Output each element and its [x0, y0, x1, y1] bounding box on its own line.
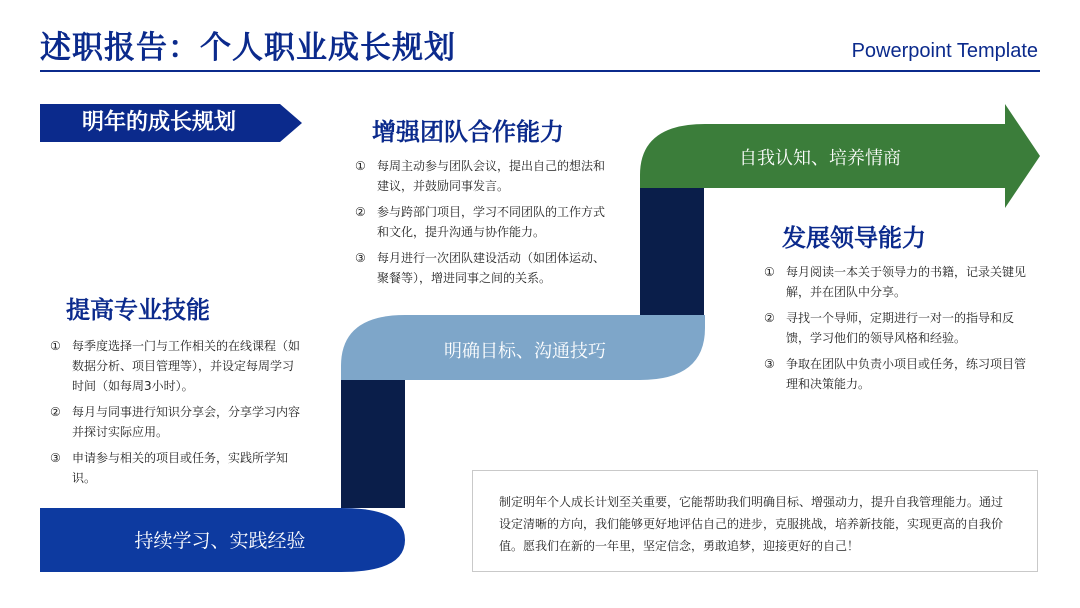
list-item-text: 每月与同事进行知识分享会，分享学习内容并探讨实际应用。	[72, 405, 301, 439]
riser-1	[341, 380, 405, 508]
list-item-number: ③	[355, 251, 366, 265]
list-item-number: ②	[355, 205, 366, 219]
list-item-number: ②	[764, 311, 775, 325]
list-item-text: 争取在团队中负责小项目或任务，练习项目管理和决策能力。	[786, 357, 1027, 391]
list-step-3	[764, 262, 1026, 400]
list-step-2	[355, 156, 605, 294]
list-item	[355, 202, 605, 242]
section-tag-label: 明年的成长规划	[81, 110, 236, 135]
list-item-number: ①	[355, 159, 366, 173]
heading-step-2: 增强团队合作能力	[372, 118, 564, 146]
heading-step-1: 提高专业技能	[66, 296, 210, 324]
summary-text: 制定明年个人成长计划至关重要，它能帮助我们明确目标、增强动力，提升自我管理能力。通过设定清晰的方向，我们能够更好地评估自己的进步，克服挑战，培养新技能，实现更高的自我价值。愿我们在新的一年里，坚定信念，勇敢追梦，迎接更好的自己！	[499, 495, 1004, 553]
band-label-step-1: 持续学习、实践经验	[134, 530, 306, 552]
list-item-text: 参与跨部门项目，学习不同团队的工作方式和文化，提升沟通与协作能力。	[377, 205, 606, 239]
riser-2	[640, 188, 704, 315]
band-label-step-2: 明确目标、沟通技巧	[444, 341, 606, 362]
list-item	[764, 308, 1026, 348]
list-item	[764, 262, 1026, 302]
band-label-step-3: 自我认知、培养情商	[739, 148, 901, 169]
list-item-number: ①	[50, 339, 61, 353]
list-item	[355, 156, 605, 196]
summary-box	[472, 470, 1038, 572]
list-item	[50, 448, 300, 488]
list-item	[355, 248, 605, 288]
heading-step-3: 发展领导能力	[782, 224, 926, 252]
list-item-text: 每周主动参与团队会议，提出自己的想法和建议，并鼓励同事发言。	[377, 159, 606, 193]
list-item-text: 申请参与相关的项目或任务，实践所学知识。	[72, 451, 289, 485]
list-item	[50, 402, 300, 442]
list-step-1	[50, 336, 300, 494]
list-item	[50, 336, 300, 396]
list-item-number: ③	[764, 357, 775, 371]
list-item-text: 每月阅读一本关于领导力的书籍，记录关键见解，并在团队中分享。	[786, 265, 1027, 299]
template-label: Powerpoint Template	[851, 40, 1038, 62]
list-item-number: ③	[50, 451, 61, 465]
list-item	[764, 354, 1026, 394]
list-item-text: 每季度选择一门与工作相关的在线课程（如数据分析、项目管理等），并设定每周学习时间（如每周3小时）。	[72, 339, 301, 393]
list-item-text: 寻找一个导师，定期进行一对一的指导和反馈，学习他们的领导风格和经验。	[786, 311, 1015, 345]
list-item-text: 每月进行一次团队建设活动（如团体运动、聚餐等），增进同事之间的关系。	[377, 251, 606, 285]
list-item-number: ①	[764, 265, 775, 279]
list-item-number: ②	[50, 405, 61, 419]
page-title: 述职报告：个人职业成长规划	[40, 30, 456, 66]
